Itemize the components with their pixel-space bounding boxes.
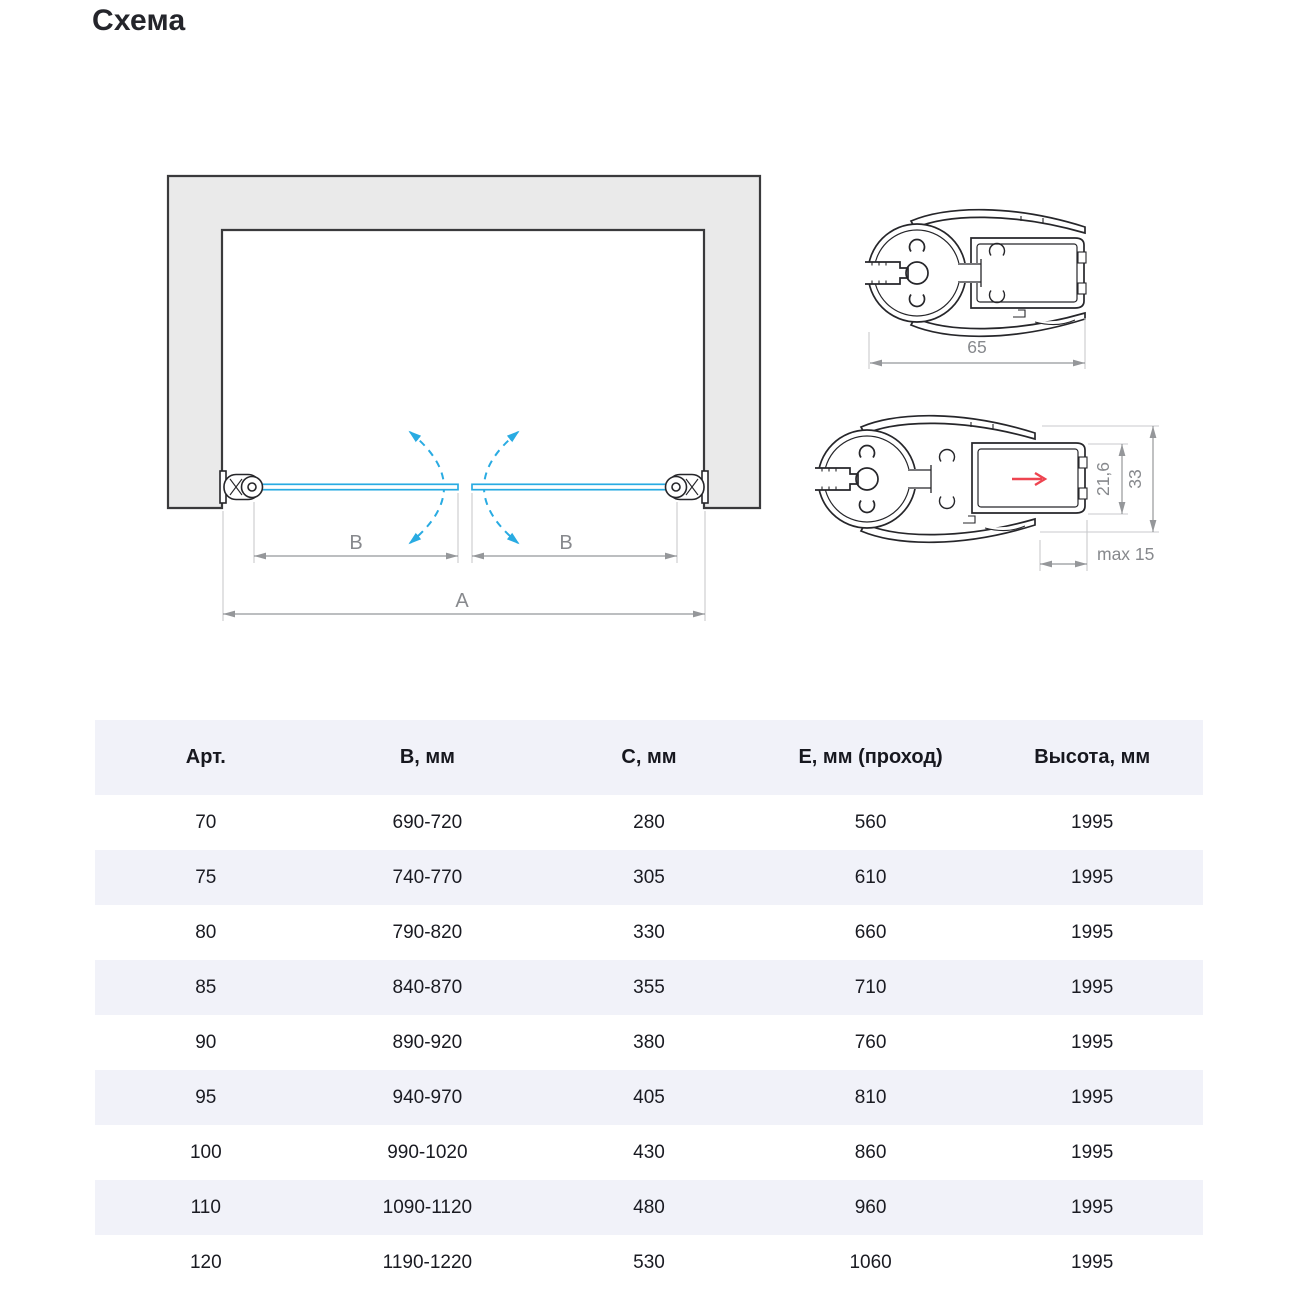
table-cell: 330 bbox=[633, 921, 665, 943]
table-cell: 530 bbox=[633, 1251, 665, 1273]
table-cell: 95 bbox=[195, 1086, 217, 1108]
dim-a-label: A bbox=[455, 590, 469, 612]
table-cell: 690-720 bbox=[392, 811, 463, 833]
table-cell: 280 bbox=[633, 811, 665, 833]
table-cell: 100 bbox=[189, 1141, 222, 1163]
table-cell: 710 bbox=[854, 976, 887, 998]
dimensions-table bbox=[95, 720, 1203, 1290]
profile-height-label: 33 bbox=[1125, 469, 1145, 489]
table-row bbox=[95, 1015, 1203, 1070]
glass-panel-left bbox=[262, 484, 458, 489]
profile-glass-slot-label: 21,6 bbox=[1093, 461, 1113, 497]
header-art: Арт. bbox=[95, 720, 317, 795]
table-cell: 480 bbox=[633, 1196, 665, 1218]
dim-b-right-label: B bbox=[559, 532, 573, 554]
table-cell: 85 bbox=[195, 976, 217, 998]
table-cell: 560 bbox=[854, 811, 887, 833]
table-row bbox=[95, 1235, 1203, 1290]
wall bbox=[168, 176, 760, 508]
table-cell: 960 bbox=[854, 1196, 887, 1218]
dimensions-table-body bbox=[95, 795, 1203, 1290]
table-row bbox=[95, 960, 1203, 1015]
table-header-row bbox=[95, 720, 1203, 795]
table-cell: 355 bbox=[633, 976, 665, 998]
table-cell: 1995 bbox=[1071, 1251, 1114, 1273]
profile-adjust-label: max 15 bbox=[1097, 544, 1155, 564]
table-cell: 120 bbox=[189, 1251, 222, 1273]
profile-section-top bbox=[865, 210, 1086, 369]
table-row bbox=[95, 795, 1203, 850]
table-cell: 80 bbox=[195, 921, 217, 943]
table-cell: 305 bbox=[633, 866, 665, 888]
table-cell: 790-820 bbox=[392, 921, 463, 943]
table-row bbox=[95, 1070, 1203, 1125]
profile-round-part bbox=[815, 430, 955, 528]
table-row bbox=[95, 905, 1203, 960]
table-cell: 810 bbox=[854, 1086, 887, 1108]
table-cell: 660 bbox=[854, 921, 887, 943]
table-cell: 1995 bbox=[1071, 866, 1114, 888]
table-cell: 90 bbox=[195, 1031, 217, 1053]
table-cell: 890-920 bbox=[392, 1031, 463, 1053]
table-cell: 1090-1120 bbox=[382, 1196, 473, 1218]
header-e-mm: Е, мм (проход) bbox=[760, 720, 982, 795]
table-cell: 430 bbox=[633, 1141, 665, 1163]
table-cell: 75 bbox=[195, 866, 217, 888]
header-c-mm: С, мм bbox=[538, 720, 760, 795]
table-cell: 1060 bbox=[849, 1251, 892, 1273]
glass-panel-right bbox=[472, 484, 666, 489]
table-cell: 1190-1220 bbox=[382, 1251, 473, 1273]
table-cell: 380 bbox=[633, 1031, 665, 1053]
profile-section-bottom bbox=[815, 416, 1159, 571]
header-height: Высота, мм bbox=[981, 720, 1203, 795]
table-row bbox=[95, 1125, 1203, 1180]
table-cell: 1995 bbox=[1071, 1031, 1114, 1053]
table-row bbox=[95, 850, 1203, 905]
table-cell: 405 bbox=[633, 1086, 665, 1108]
door-hinge-left bbox=[220, 471, 263, 503]
table-cell: 990-1020 bbox=[387, 1141, 468, 1163]
table-cell: 940-970 bbox=[392, 1086, 463, 1108]
table-cell: 1995 bbox=[1071, 976, 1114, 998]
table-cell: 70 bbox=[195, 811, 217, 833]
table-cell: 740-770 bbox=[392, 866, 463, 888]
page-title: Схема bbox=[92, 4, 186, 37]
table-cell: 1995 bbox=[1071, 1141, 1114, 1163]
table-cell: 1995 bbox=[1071, 1086, 1114, 1108]
table-cell: 1995 bbox=[1071, 811, 1114, 833]
table-cell: 1995 bbox=[1071, 1196, 1114, 1218]
table-cell: 840-870 bbox=[392, 976, 463, 998]
profile-top-width-label: 65 bbox=[967, 337, 987, 357]
table-cell: 610 bbox=[854, 866, 887, 888]
table-cell: 1995 bbox=[1071, 921, 1114, 943]
table-cell: 860 bbox=[854, 1141, 887, 1163]
door-hinge-right bbox=[666, 471, 709, 503]
dim-b-left-label: B bbox=[349, 532, 363, 554]
table-cell: 110 bbox=[190, 1196, 221, 1218]
header-b-mm: В, мм bbox=[317, 720, 539, 795]
table-cell: 760 bbox=[854, 1031, 887, 1053]
table-row bbox=[95, 1180, 1203, 1235]
